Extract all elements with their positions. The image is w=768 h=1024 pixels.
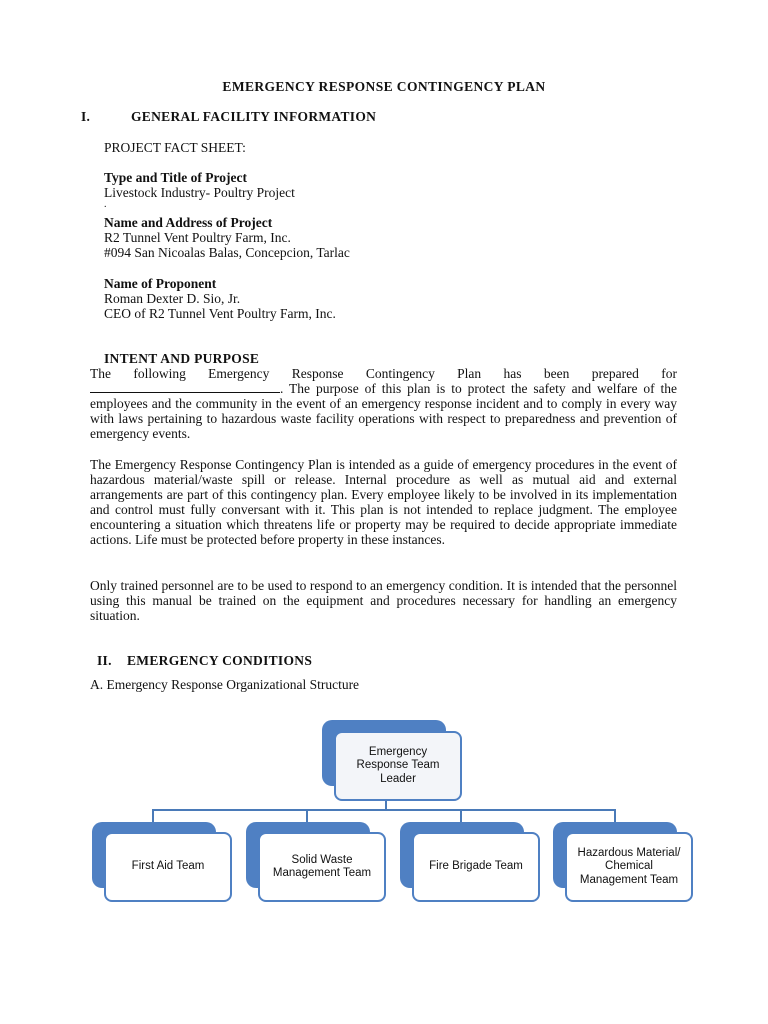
intent-paragraph-3: Only trained personnel are to be used to respond to an emergency condition. It is intended that the personnel using this manual be trained on the equipment and procedures necessary for handling an emergency situation. <box>90 578 677 623</box>
fact-sheet-label: PROJECT FACT SHEET: <box>104 140 246 155</box>
intent-paragraph-1-rest: . The purpose of this plan is to protect the safety and welfare of the employees and the community in the event of an emergency response incident and to comply in every way with laws pertaining to hazardous waste facility operations with respect to preparedness and prevention of emergency events. <box>90 381 677 441</box>
project-name: R2 Tunnel Vent Poultry Farm, Inc. <box>104 230 291 245</box>
connector-horizontal <box>152 809 616 811</box>
proponent-name: Roman Dexter D. Sio, Jr. <box>104 291 241 306</box>
section-1-heading <box>81 109 376 125</box>
first-aid-label: First Aid Team <box>131 860 205 873</box>
intent-heading: INTENT AND PURPOSE <box>104 351 260 366</box>
connector-first-aid <box>152 809 154 823</box>
section-2-heading <box>97 653 312 669</box>
section-2-subheading: A. Emergency Response Organizational Structure <box>90 677 360 692</box>
proponent-label: Name of Proponent <box>104 276 217 291</box>
first-aid-box <box>104 832 232 902</box>
hazardous-box <box>565 832 693 902</box>
intent-paragraph-1-start: The following Emergency Response Contingency Plan has been prepared for <box>90 366 677 381</box>
leader-label: Emergency Response Team Leader <box>356 745 440 785</box>
fire-brigade-label: Fire Brigade Team <box>429 860 523 873</box>
section-1-title: GENERAL FACILITY INFORMATION <box>131 109 377 124</box>
leader-box <box>334 731 462 801</box>
fire-brigade-box <box>412 832 540 902</box>
solid-waste-label: Solid Waste Management Team <box>272 853 372 879</box>
name-address-label: Name and Address of Project <box>104 215 273 230</box>
section-2-number: II. <box>97 653 112 668</box>
recipient-blank <box>90 381 280 393</box>
document-title: EMERGENCY RESPONSE CONTINGENCY PLAN <box>222 79 546 94</box>
project-address: #094 San Nicoalas Balas, Concepcion, Tarlac <box>104 245 350 260</box>
connector-hazardous <box>614 809 616 823</box>
connector-solid-waste <box>306 809 308 823</box>
type-value: Livestock Industry- Poultry Project <box>104 185 295 200</box>
type-label: Type and Title of Project <box>104 170 247 185</box>
section-1-number: I. <box>81 109 91 124</box>
connector-fire-brigade <box>460 809 462 823</box>
proponent-title: CEO of R2 Tunnel Vent Poultry Farm, Inc. <box>104 306 336 321</box>
stray-mark: . <box>104 199 107 210</box>
intent-paragraph-1 <box>90 366 677 441</box>
solid-waste-box <box>258 832 386 902</box>
section-2-title: EMERGENCY CONDITIONS <box>127 653 313 668</box>
intent-paragraph-2: The Emergency Response Contingency Plan is intended as a guide of emergency procedures in the event of hazardous material/waste spill or release. Internal procedure as well as mutual aid and external arrangements are part of this contingency plan. Every employee likely to be involved in its implementation and control must fully conversant with it. This plan is not intended to replace judgment. The employee encountering a situation which threatens life or property may be required to decide appropriate immediate actions. Life must be protected before property in these instances. <box>90 457 677 547</box>
hazardous-label: Hazardous Material/ Chemical Management Team <box>577 846 681 886</box>
